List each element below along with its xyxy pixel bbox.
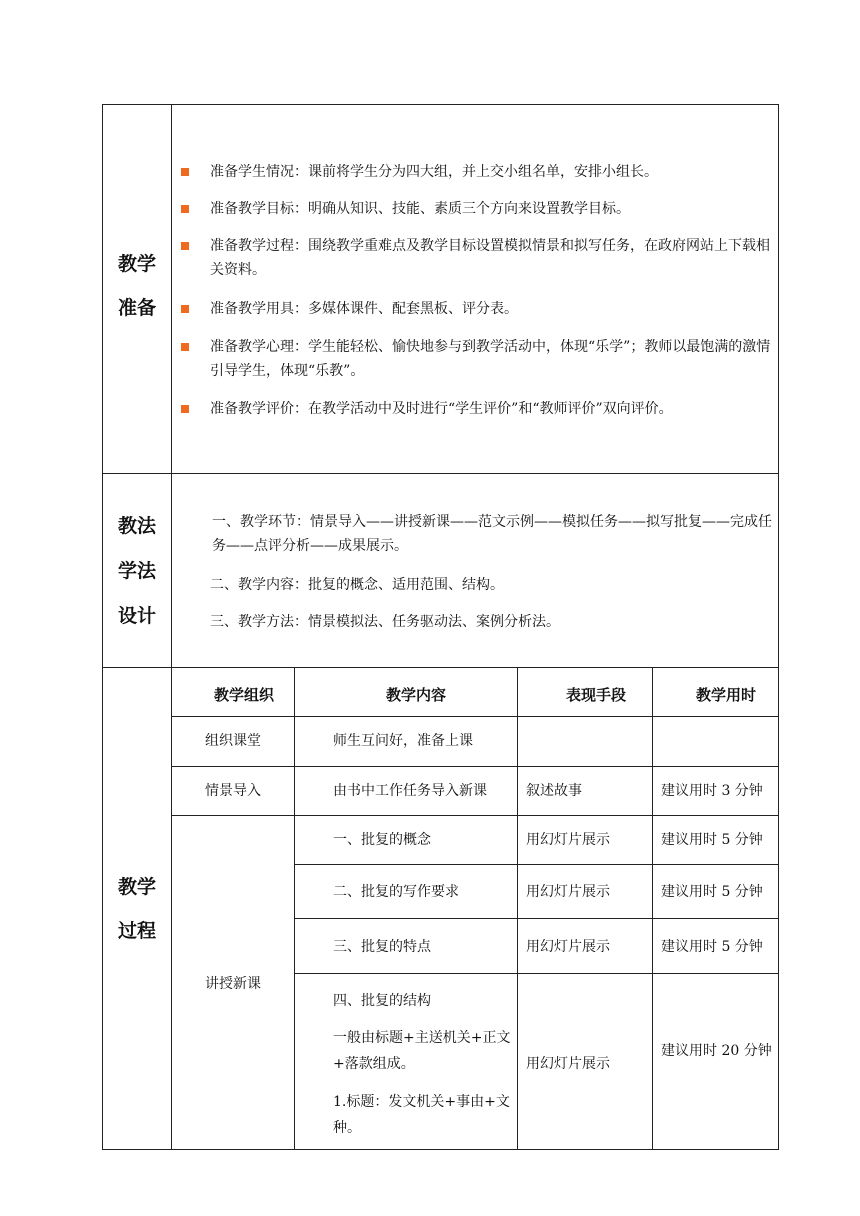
- prep-item-2: 准备教学目标：明确从知识、技能、素质三个方向来设置教学目标。: [210, 201, 630, 217]
- cell-content: 二、批复的写作要求: [333, 884, 459, 900]
- section-label-prep: 教学 准备: [117, 253, 156, 319]
- cell-time: 建议用时 5 分钟: [661, 832, 763, 848]
- cell-means: 叙述故事: [526, 783, 582, 799]
- cell-time: 建议用时 20 分钟: [661, 1043, 772, 1059]
- table-border-bottom: [102, 1149, 779, 1150]
- cell-means: 用幻灯片展示: [526, 832, 610, 848]
- header-content: 教学内容: [386, 686, 447, 704]
- process-row-line-1: [171, 716, 779, 717]
- cell-time: 建议用时 3 分钟: [661, 783, 763, 799]
- process-row-line-6: [294, 973, 779, 974]
- cell-content: 一、批复的概念: [333, 832, 431, 848]
- prep-item-6: 准备教学评价：在教学活动中及时进行“学生评价”和“教师评价”双向评价。: [210, 401, 673, 417]
- header-org: 教学组织: [214, 686, 275, 704]
- prep-item-5: 准备教学心理：学生能轻松、愉快地参与到教学活动中，体现“乐学”；教师以最饱满的激情引导学生，体现“乐教”。: [210, 339, 771, 379]
- section-label-process: 教学 过程: [117, 876, 156, 942]
- header-time: 教学用时: [696, 686, 757, 704]
- process-col-line-3: [652, 667, 653, 1150]
- cell-time: 建议用时 5 分钟: [661, 884, 763, 900]
- bullet-icon: [181, 205, 189, 213]
- process-col-line-2: [517, 667, 518, 1150]
- cell-org-merged: 讲授新课: [205, 976, 261, 992]
- method-item-3: 三、教学方法：情景模拟法、任务驱动法、案例分析法。: [210, 614, 560, 630]
- cell-content: 四、批复的结构: [333, 993, 431, 1009]
- bullet-icon: [181, 168, 189, 176]
- bullet-icon: [181, 305, 189, 313]
- bullet-icon: [181, 343, 189, 351]
- label-column-divider: [171, 104, 172, 1150]
- section-label-method: 教法 学法 设计: [117, 515, 156, 627]
- cell-time: 建议用时 5 分钟: [661, 939, 763, 955]
- method-item-2: 二、教学内容：批复的概念、适用范围、结构。: [210, 577, 504, 593]
- prep-item-1: 准备学生情况：课前将学生分为四大组，并上交小组名单，安排小组长。: [210, 164, 658, 180]
- section-divider-2: [102, 667, 779, 668]
- table-border-right: [778, 104, 779, 1150]
- cell-content-extra: 1.标题：发文机关+事由+文种。: [333, 1094, 510, 1136]
- cell-org: 组织课堂: [205, 733, 261, 749]
- method-item-1: 一、教学环节：情景导入——讲授新课——范文示例——模拟任务——拟写批复——完成任务——点评分析——成果展示。: [212, 514, 772, 554]
- cell-content: 三、批复的特点: [333, 939, 431, 955]
- cell-means: 用幻灯片展示: [526, 1056, 610, 1072]
- cell-content: 师生互问好，准备上课: [333, 733, 473, 749]
- prep-item-3: 准备教学过程：围绕教学重难点及教学目标设置模拟情景和拟写任务，在政府网站上下载相关资料。: [210, 238, 770, 278]
- process-row-line-3: [171, 815, 779, 816]
- process-col-line-1: [294, 667, 295, 1150]
- bullet-icon: [181, 242, 189, 250]
- cell-means: 用幻灯片展示: [526, 884, 610, 900]
- process-row-line-4: [294, 864, 779, 865]
- cell-content: 由书中工作任务导入新课: [333, 783, 487, 799]
- cell-content-extra: 一般由标题+主送机关+正文+落款组成。: [333, 1030, 511, 1072]
- process-row-line-2: [171, 766, 779, 767]
- section-divider-1: [102, 473, 779, 474]
- bullet-icon: [181, 405, 189, 413]
- table-border-top: [102, 104, 779, 105]
- cell-means: 用幻灯片展示: [526, 939, 610, 955]
- cell-org: 情景导入: [205, 783, 261, 799]
- prep-item-4: 准备教学用具：多媒体课件、配套黑板、评分表。: [210, 301, 518, 317]
- process-row-line-5: [294, 918, 779, 919]
- header-means: 表现手段: [566, 686, 627, 704]
